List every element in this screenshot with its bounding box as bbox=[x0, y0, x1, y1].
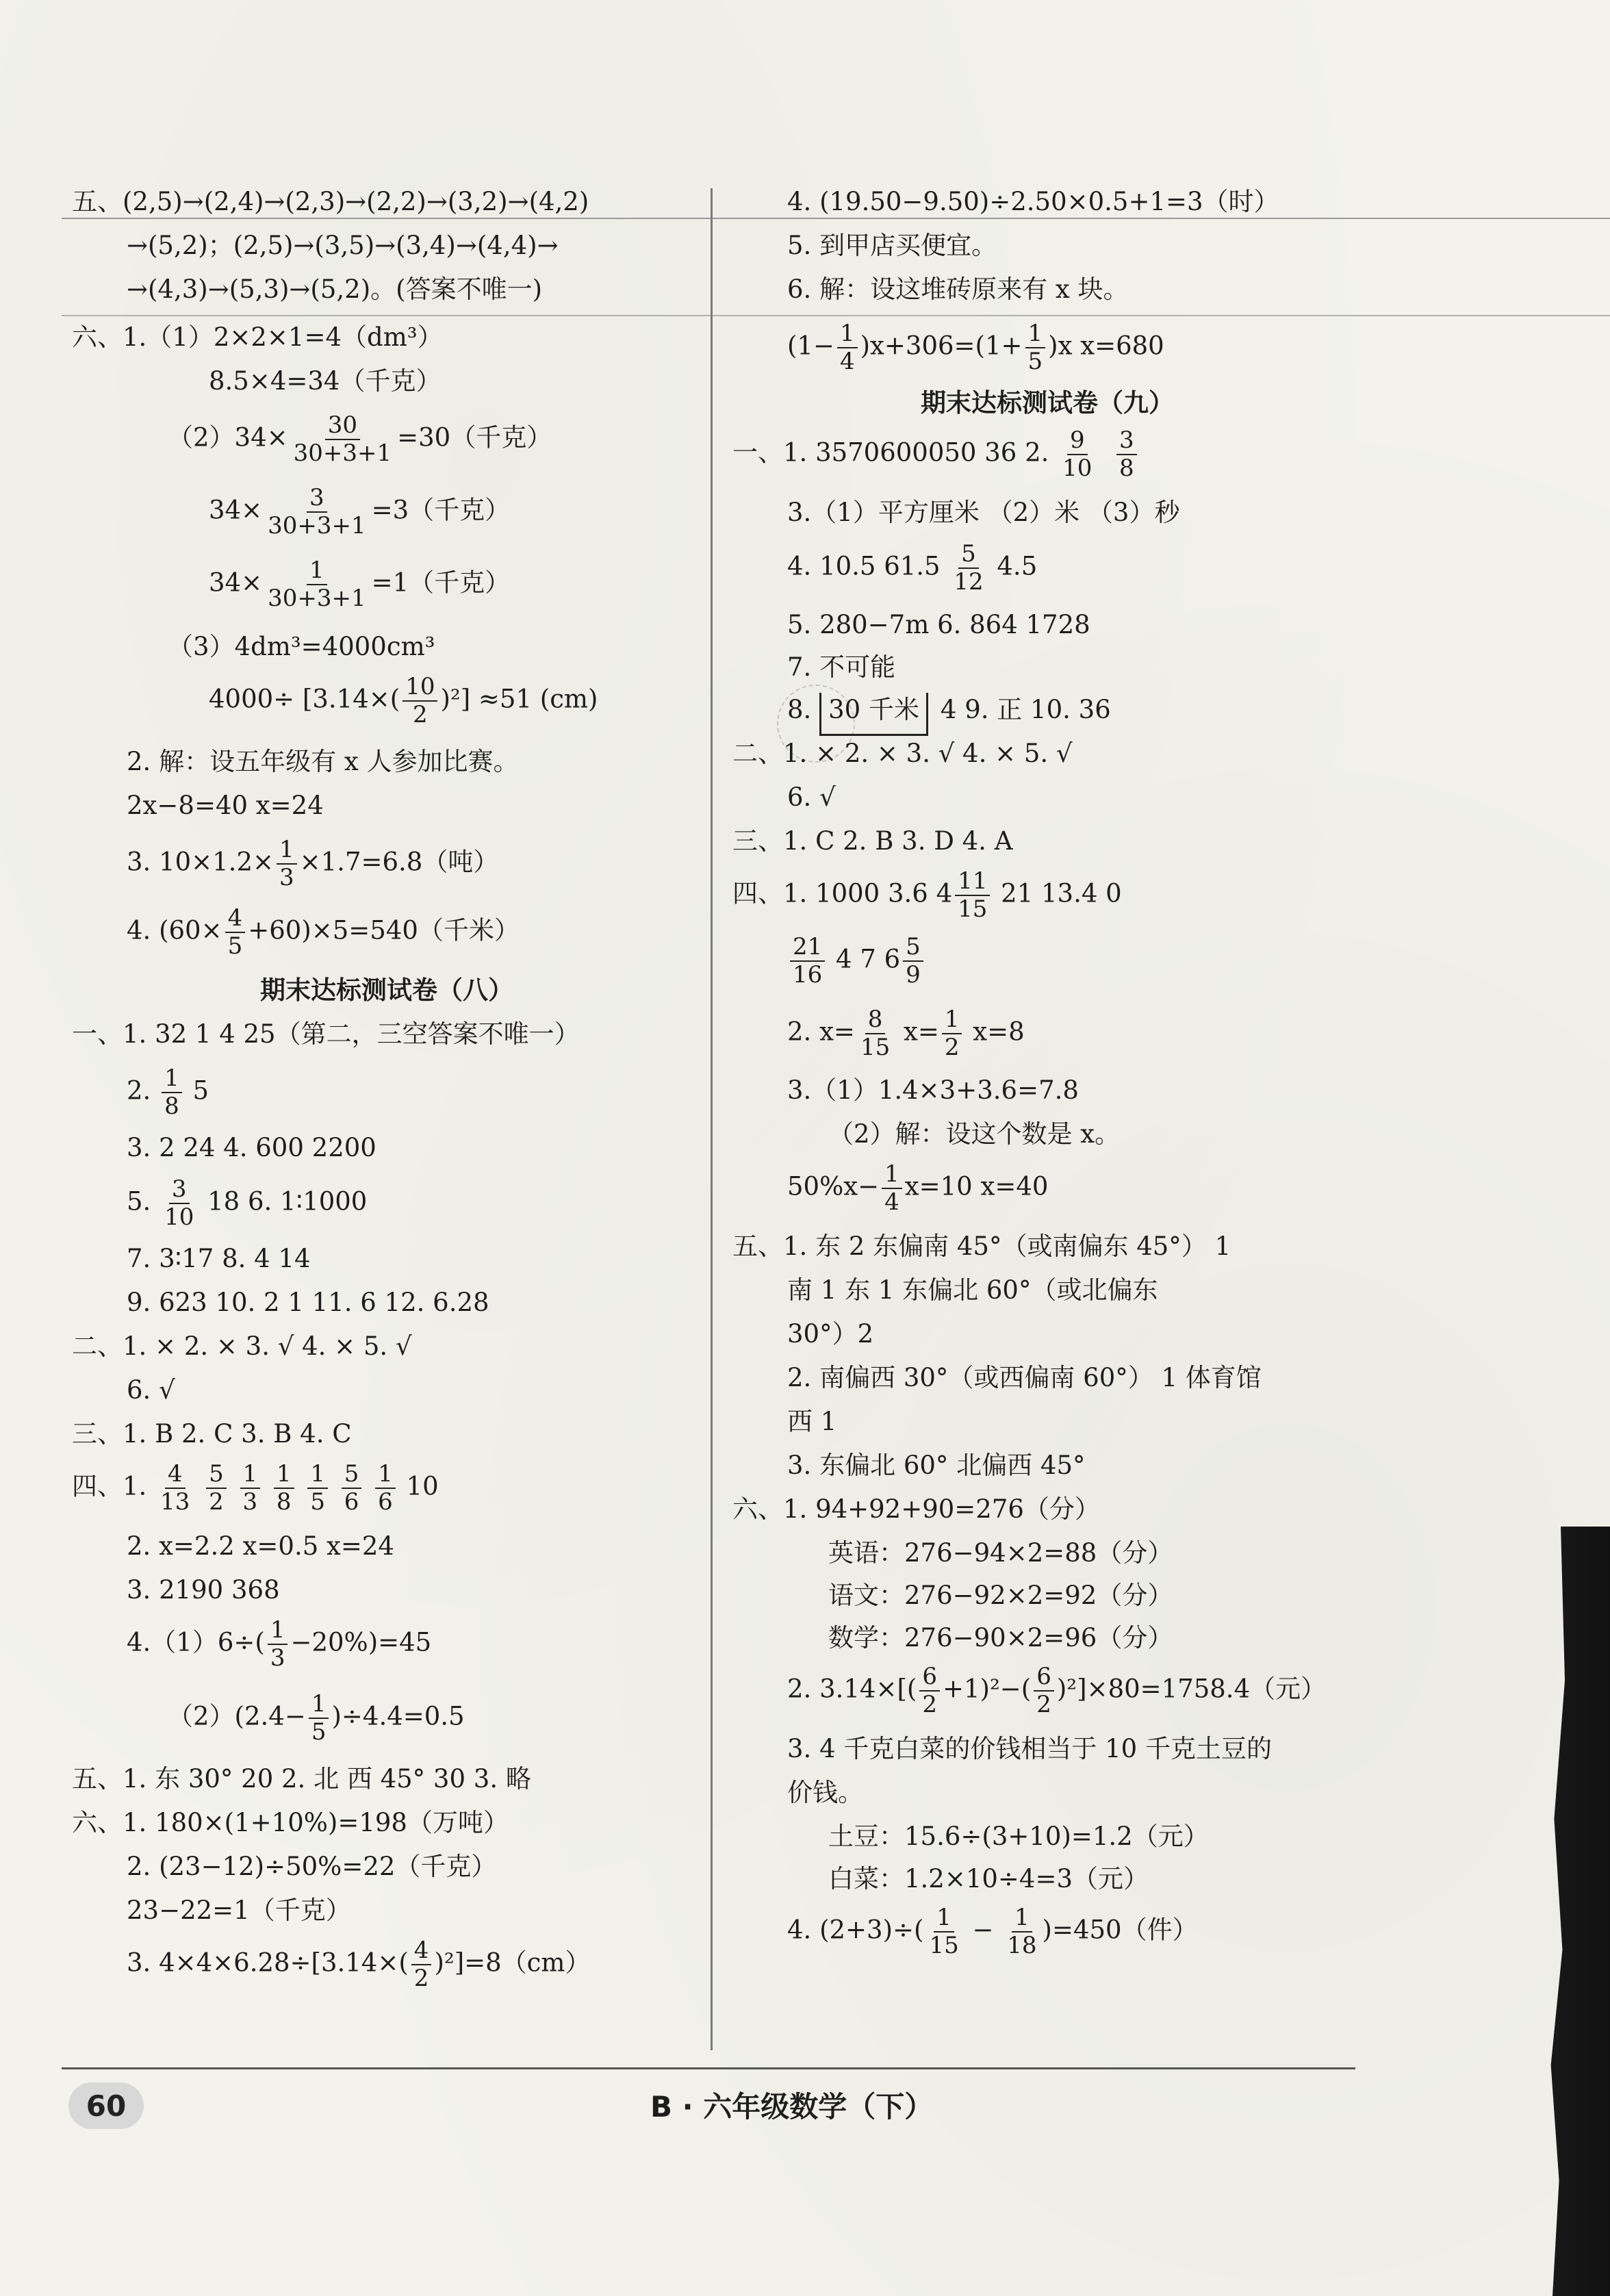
text: )÷4.4=0.5 bbox=[331, 1701, 465, 1731]
fraction bbox=[277, 837, 297, 891]
fraction bbox=[291, 412, 395, 467]
answer-line: 2. (23−12)÷50%=22（千克） bbox=[127, 1852, 497, 1881]
fraction bbox=[402, 674, 437, 728]
denominator: 16 bbox=[793, 961, 823, 989]
numerator: 1 bbox=[307, 1461, 328, 1489]
denominator: 8 bbox=[276, 1488, 292, 1516]
text: 5 bbox=[184, 1075, 209, 1106]
numerator: 6 bbox=[919, 1663, 940, 1692]
answer-line bbox=[732, 1663, 1362, 1732]
text: (1− bbox=[787, 331, 834, 361]
section-title: 期末达标测试卷（八） bbox=[260, 975, 513, 1005]
text: 2. 3.14×[( bbox=[787, 1674, 917, 1704]
numerator: 21 bbox=[790, 934, 825, 962]
answer-line: 西 1 bbox=[787, 1407, 837, 1436]
text: x=8 bbox=[964, 1017, 1025, 1047]
denominator: 6 bbox=[378, 1488, 393, 1516]
text: 3. 10×1.2× bbox=[127, 847, 274, 877]
fraction bbox=[1004, 1904, 1039, 1959]
answer-line bbox=[72, 557, 702, 630]
numerator: 1 bbox=[837, 320, 858, 348]
answer-line: 5. 280−7m 6. 864 1728 bbox=[787, 610, 1090, 639]
denominator: 8 bbox=[1119, 455, 1134, 483]
answer-line: 2. 解：设五年级有 x 人参加比赛。 bbox=[127, 747, 519, 776]
answer-line bbox=[732, 1006, 1362, 1073]
denominator: 30+3+1 bbox=[268, 512, 366, 540]
denominator: 2 bbox=[1036, 1691, 1051, 1719]
answer-line: 六、1. 180×(1+10%)=198（万吨） bbox=[72, 1808, 509, 1837]
answer-line: 价钱。 bbox=[787, 1778, 863, 1807]
numerator: 4 bbox=[411, 1937, 432, 1965]
text: （2）(2.4− bbox=[168, 1701, 306, 1731]
denominator: 2 bbox=[922, 1691, 937, 1719]
fraction bbox=[858, 1006, 893, 1061]
column-divider bbox=[711, 188, 713, 2050]
fraction bbox=[882, 1161, 902, 1216]
answer-line: 语文：276−92×2=92（分） bbox=[828, 1581, 1173, 1610]
text: 4. (2+3)÷( bbox=[787, 1915, 924, 1945]
answer-line: 六、1. 94+92+90=276（分） bbox=[732, 1494, 1100, 1524]
text: 2. bbox=[127, 1075, 159, 1106]
answer-line bbox=[72, 1937, 702, 2006]
numerator: 5 bbox=[903, 934, 923, 962]
text: 50%x− bbox=[787, 1171, 880, 1201]
answer-line bbox=[732, 427, 1362, 496]
numerator: 5 bbox=[206, 1461, 227, 1489]
answer-line: 2. x=2.2 x=0.5 x=24 bbox=[127, 1531, 394, 1561]
fraction bbox=[903, 934, 923, 988]
fraction bbox=[265, 557, 369, 612]
fraction bbox=[411, 1937, 432, 1992]
denominator: 4 bbox=[884, 1188, 899, 1216]
fraction bbox=[162, 1065, 182, 1120]
fraction bbox=[162, 1176, 196, 1231]
numerator: 1 bbox=[934, 1904, 954, 1933]
denominator: 3 bbox=[279, 864, 294, 892]
answer-line: 9. 623 10. 2 1 11. 6 12. 6.28 bbox=[127, 1288, 489, 1317]
fraction bbox=[1060, 427, 1095, 482]
answer-line: 4. (19.50−9.50)÷2.50×0.5+1=3（时） bbox=[787, 187, 1279, 216]
numerator: 4 bbox=[225, 905, 246, 933]
text: 四、1. bbox=[72, 1471, 155, 1501]
numerator: 1 bbox=[162, 1065, 182, 1093]
text: 18 6. 1∶1000 bbox=[199, 1186, 368, 1216]
numerator: 1 bbox=[307, 557, 327, 585]
answer-line: →(4,3)→(5,3)→(5,2)。(答案不唯一) bbox=[127, 275, 543, 304]
numerator: 5 bbox=[958, 541, 979, 569]
fraction bbox=[955, 868, 990, 923]
fraction bbox=[951, 541, 986, 596]
denominator: 2 bbox=[413, 1965, 429, 1993]
answer-line bbox=[732, 868, 1362, 934]
answer-line: 一、1. 32 1 4 25（第二，三空答案不唯一） bbox=[72, 1019, 580, 1049]
answer-line: 五、(2,5)→(2,4)→(2,3)→(2,2)→(3,2)→(4,2) bbox=[72, 187, 589, 216]
denominator: 4 bbox=[839, 348, 855, 376]
fraction bbox=[265, 485, 369, 539]
answer-line bbox=[72, 1691, 702, 1762]
answer-line: 5. 到甲店买便宜。 bbox=[787, 231, 997, 260]
numerator: 5 bbox=[342, 1461, 362, 1489]
answer-line: 3.（1）平方厘米 （2）米 （3）秒 bbox=[787, 498, 1180, 527]
numerator: 1 bbox=[1012, 1904, 1032, 1933]
text: 4000÷ [3.14×( bbox=[209, 684, 400, 714]
numerator: 3 bbox=[307, 485, 327, 513]
answer-line bbox=[72, 485, 702, 557]
answer-line: 二、1. × 2. × 3. √ 4. × 5. √ bbox=[72, 1331, 412, 1361]
text: )x x=680 bbox=[1048, 331, 1164, 361]
page-number-badge: 60 bbox=[68, 2082, 144, 2129]
text: 8. bbox=[787, 695, 820, 724]
text: 4.5 bbox=[988, 551, 1038, 581]
numerator: 30 bbox=[325, 412, 360, 440]
fraction bbox=[1034, 1663, 1054, 1718]
answer-line bbox=[732, 1161, 1362, 1229]
text: 2. x= bbox=[787, 1017, 855, 1047]
answer-line bbox=[72, 1617, 702, 1691]
text: =30（千克） bbox=[397, 422, 552, 452]
answer-line bbox=[732, 693, 1362, 737]
answer-line: 2. 南偏西 30°（或西偏南 60°） 1 体育馆 bbox=[787, 1363, 1262, 1392]
fraction bbox=[926, 1904, 961, 1959]
numerator: 1 bbox=[274, 1461, 294, 1489]
denominator: 12 bbox=[954, 568, 984, 596]
denominator: 2 bbox=[944, 1034, 960, 1062]
answer-line bbox=[72, 1065, 702, 1131]
text: =1（千克） bbox=[371, 567, 511, 598]
fraction bbox=[837, 320, 858, 375]
denominator: 10 bbox=[1062, 455, 1092, 483]
text: )²]×80=1758.4（元） bbox=[1056, 1674, 1327, 1704]
answer-line: 2x−8=40 x=24 bbox=[127, 791, 324, 820]
denominator: 18 bbox=[1007, 1932, 1037, 1960]
denominator: 15 bbox=[929, 1932, 959, 1960]
answer-line: 6. 解：设这堆砖原来有 x 块。 bbox=[787, 275, 1129, 304]
text: （2）34× bbox=[168, 422, 288, 452]
denominator: 3 bbox=[242, 1488, 258, 1516]
answer-line: →(5,2)；(2,5)→(3,5)→(3,4)→(4,4)→ bbox=[127, 231, 559, 260]
denominator: 9 bbox=[906, 961, 921, 989]
answer-line: 6. √ bbox=[127, 1375, 175, 1405]
answer-line: 三、1. C 2. B 3. D 4. A bbox=[732, 826, 1013, 856]
answer-line bbox=[732, 541, 1362, 608]
denominator: 2 bbox=[413, 701, 428, 729]
answer-line: 3. 2190 368 bbox=[127, 1575, 280, 1605]
text: − bbox=[964, 1915, 1002, 1945]
denominator: 15 bbox=[860, 1034, 891, 1062]
answer-line: 8.5×4=34（千克） bbox=[209, 366, 442, 396]
denominator: 5 bbox=[1027, 348, 1043, 376]
text: x= bbox=[895, 1017, 939, 1047]
text: ×1.7=6.8（吨） bbox=[299, 847, 499, 877]
numerator: 8 bbox=[865, 1006, 886, 1034]
denominator: 5 bbox=[227, 932, 243, 960]
answer-line: 五、1. 东 2 东偏南 45°（或南偏东 45°） 1 bbox=[732, 1232, 1231, 1261]
fraction bbox=[157, 1461, 192, 1516]
answer-line: 3. 2 24 4. 600 2200 bbox=[127, 1133, 376, 1162]
scale-label: 30 千米 bbox=[828, 695, 919, 724]
text: 4 9. 正 10. 36 bbox=[940, 695, 1111, 724]
numerator: 1 bbox=[375, 1461, 396, 1489]
denominator: 30+3+1 bbox=[293, 439, 392, 468]
text: 10 bbox=[406, 1471, 439, 1501]
fraction bbox=[240, 1461, 261, 1516]
text: )²] ≈51 (cm) bbox=[440, 684, 598, 714]
denominator: 10 bbox=[164, 1203, 194, 1232]
scale-bar bbox=[819, 693, 928, 736]
left-column bbox=[72, 185, 702, 2006]
book-title: B · 六年级数学（下） bbox=[650, 2090, 934, 2123]
text: 4 7 6 bbox=[828, 944, 901, 974]
answer-line: 6. √ bbox=[787, 782, 836, 812]
text: 21 13.4 0 bbox=[993, 878, 1122, 908]
denominator: 15 bbox=[958, 895, 988, 923]
answer-line: 六、1.（1）2×2×1=4（dm³） bbox=[72, 322, 443, 352]
fraction bbox=[307, 1461, 328, 1516]
numerator: 1 bbox=[882, 1161, 902, 1189]
numerator: 9 bbox=[1067, 427, 1088, 455]
numerator: 4 bbox=[165, 1461, 186, 1489]
numerator: 3 bbox=[1116, 427, 1137, 455]
text: 4.（1）6÷( bbox=[127, 1627, 265, 1657]
footer-rule bbox=[62, 2067, 1355, 2069]
answer-line bbox=[72, 905, 702, 973]
answer-line: 30°）2 bbox=[787, 1319, 874, 1349]
numerator: 1 bbox=[240, 1461, 261, 1489]
denominator: 13 bbox=[160, 1488, 190, 1516]
answer-line bbox=[732, 320, 1362, 386]
denominator: 5 bbox=[311, 1718, 327, 1746]
answer-line: 白菜：1.2×10÷4=3（元） bbox=[828, 1864, 1149, 1893]
numerator: 1 bbox=[1025, 320, 1046, 348]
numerator: 1 bbox=[268, 1617, 288, 1645]
denominator: 8 bbox=[164, 1093, 179, 1121]
text: 3. 4×4×6.28÷[3.14×( bbox=[127, 1948, 409, 1978]
text: 一、1. 3570600050 36 2. bbox=[732, 437, 1058, 468]
right-column bbox=[732, 185, 1362, 1973]
fraction bbox=[225, 905, 246, 960]
numerator: 1 bbox=[277, 837, 297, 865]
answer-line bbox=[72, 1461, 702, 1529]
fraction bbox=[268, 1617, 288, 1672]
text: +1)²−( bbox=[942, 1674, 1032, 1704]
section-title: 期末达标测试卷（九） bbox=[921, 388, 1174, 418]
denominator: 3 bbox=[270, 1644, 285, 1672]
answer-line: 英语：276−94×2=88（分） bbox=[828, 1538, 1173, 1568]
answer-line: 南 1 东 1 东偏北 60°（或北偏东 bbox=[787, 1275, 1158, 1305]
text: x=10 x=40 bbox=[904, 1171, 1049, 1201]
fraction bbox=[919, 1663, 940, 1718]
numerator: 10 bbox=[402, 674, 437, 702]
text: +60)×5=540（千米） bbox=[248, 915, 520, 945]
fraction bbox=[790, 934, 825, 988]
text: 四、1. 1000 3.6 4 bbox=[732, 878, 953, 908]
numerator: 1 bbox=[942, 1006, 962, 1034]
answer-line: 3. 东偏北 60° 北偏西 45° bbox=[787, 1451, 1086, 1480]
answer-line: 数学：276−90×2=96（分） bbox=[828, 1623, 1173, 1653]
text: 4. 10.5 61.5 bbox=[787, 551, 949, 581]
denominator: 2 bbox=[209, 1488, 224, 1516]
denominator: 5 bbox=[310, 1488, 325, 1516]
answer-line: （3）4dm³=4000cm³ bbox=[168, 632, 435, 661]
answer-line: 23−22=1（千克） bbox=[127, 1896, 351, 1925]
answer-line: 五、1. 东 30° 20 2. 北 西 45° 30 3. 略 bbox=[72, 1764, 531, 1794]
numerator: 1 bbox=[309, 1691, 329, 1719]
answer-line: 7. 3∶17 8. 4 14 bbox=[127, 1244, 311, 1273]
numerator: 6 bbox=[1034, 1663, 1054, 1692]
text: 34× bbox=[209, 495, 263, 525]
text: 5. bbox=[127, 1186, 159, 1216]
answer-line bbox=[72, 412, 702, 485]
answer-line: 7. 不可能 bbox=[787, 652, 896, 682]
fraction bbox=[274, 1461, 294, 1516]
answer-line: 三、1. B 2. C 3. B 4. C bbox=[72, 1419, 352, 1449]
text: 34× bbox=[209, 567, 263, 598]
answer-line bbox=[72, 837, 702, 905]
fraction bbox=[375, 1461, 396, 1516]
text: )=450（件） bbox=[1042, 1915, 1198, 1945]
answer-line bbox=[732, 1904, 1362, 1973]
answer-line: 3. 4 千克白菜的价钱相当于 10 千克土豆的 bbox=[787, 1734, 1272, 1763]
text: )²]=8（cm） bbox=[434, 1948, 591, 1978]
text: −20%)=45 bbox=[290, 1627, 432, 1657]
fraction bbox=[309, 1691, 329, 1746]
fraction bbox=[942, 1006, 962, 1061]
text: =3（千克） bbox=[371, 495, 511, 525]
answer-line: 3.（1）1.4×3+3.6=7.8 bbox=[787, 1075, 1079, 1105]
numerator: 3 bbox=[169, 1176, 190, 1204]
answer-line: 土豆：15.6÷(3+10)=1.2（元） bbox=[828, 1822, 1209, 1851]
fraction bbox=[1116, 427, 1137, 482]
numerator: 11 bbox=[955, 868, 990, 896]
text: 4. (60× bbox=[127, 915, 222, 945]
answer-line bbox=[72, 1176, 702, 1242]
fraction bbox=[342, 1461, 362, 1516]
text: )x+306=(1+ bbox=[860, 331, 1023, 361]
answer-line bbox=[72, 674, 702, 745]
fraction bbox=[206, 1461, 227, 1516]
denominator: 6 bbox=[344, 1488, 359, 1516]
denominator: 30+3+1 bbox=[268, 585, 366, 613]
answer-line bbox=[732, 934, 1362, 1006]
answer-line: 二、1. × 2. × 3. √ 4. × 5. √ bbox=[732, 739, 1073, 768]
fraction bbox=[1025, 320, 1046, 375]
answer-line: （2）解：设这个数是 x。 bbox=[828, 1119, 1121, 1149]
